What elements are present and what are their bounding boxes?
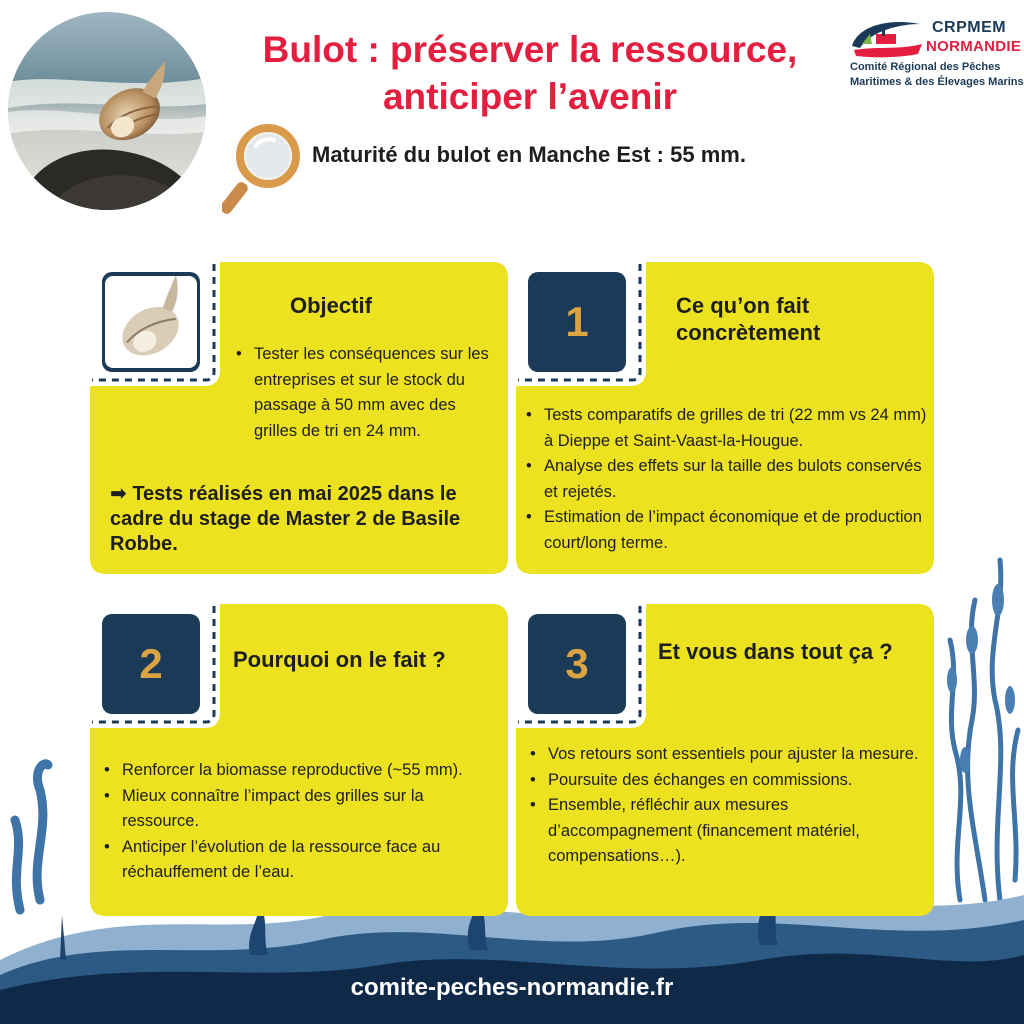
card-objective-title: Objectif [290, 293, 372, 318]
list-item: • Renforcer la biomasse reproductive (~55 mm). [98, 758, 504, 784]
card-step-3 [516, 604, 934, 916]
card-step-1-list [520, 403, 930, 556]
card-step-1-badge: 1 [528, 272, 626, 372]
card-objective-note: ➡ Tests réalisés en mai 2025 dans le cadre du stage de Master 2 de Basile Robbe. [110, 483, 461, 555]
card-objective [90, 262, 508, 574]
page-title [220, 26, 840, 120]
boat-logo-icon [848, 16, 928, 60]
title-line-2: anticiper l’avenir [382, 76, 678, 117]
list-item: • Ensemble, réfléchir aux mesures d’accompagnement (financement matériel, compensations…). [524, 793, 930, 870]
list-item: • Vos retours sont essentiels pour ajuster la mesure. [524, 742, 930, 768]
list-item: • Analyse des effets sur la taille des bulots conservés et rejetés. [520, 454, 930, 505]
card-step-1 [516, 262, 934, 574]
list-item: • Tests comparatifs de grilles de tri (22 mm vs 24 mm) à Dieppe et Saint-Vaast-la-Hougue. [520, 403, 930, 454]
crpmem-logo[interactable] [848, 16, 1024, 96]
logo-region: NORMANDIE [926, 38, 1022, 55]
logo-name: CRPMEM [932, 19, 1007, 36]
website-link[interactable]: comite-peches-normandie.fr [350, 974, 674, 1001]
whelk-shell-icon [105, 276, 197, 368]
logo-subtitle-1: Comité Régional des Pêches [850, 61, 1001, 73]
card-step-3-title: Et vous dans tout ça ? [658, 639, 893, 664]
card-step-2-title: Pourquoi on le fait ? [233, 647, 446, 672]
list-item: • Anticiper l’évolution de la ressource face au réchauffement de l’eau. [98, 835, 504, 886]
logo-subtitle-2: Maritimes & des Élevages Marins [850, 76, 1024, 88]
card-step-3-badge: 3 [528, 614, 626, 714]
list-item: • Poursuite des échanges en commissions. [524, 768, 930, 794]
card-step-2 [90, 604, 508, 916]
card-step-3-list [524, 742, 930, 870]
list-item: • Estimation de l’impact économique et de production court/long terme. [520, 505, 930, 556]
list-item: • Tester les conséquences sur les entreprises et sur le stock du passage à 50 mm avec des grilles de tri en 24 mm. [230, 342, 490, 444]
list-item: • Mieux connaître l’impact des grilles sur la ressource. [98, 784, 504, 835]
whelk-photo [8, 12, 206, 210]
magnifier-icon [222, 122, 306, 218]
title-line-1: Bulot : préserver la ressource, [262, 29, 798, 70]
card-step-2-badge: 2 [102, 614, 200, 714]
card-step-2-list [98, 758, 504, 886]
card-step-1-title: Ce qu’on fait concrètement [676, 293, 821, 345]
maturity-statement: Maturité du bulot en Manche Est : 55 mm. [312, 142, 746, 167]
card-objective-badge [102, 272, 200, 372]
card-objective-list [230, 342, 490, 444]
